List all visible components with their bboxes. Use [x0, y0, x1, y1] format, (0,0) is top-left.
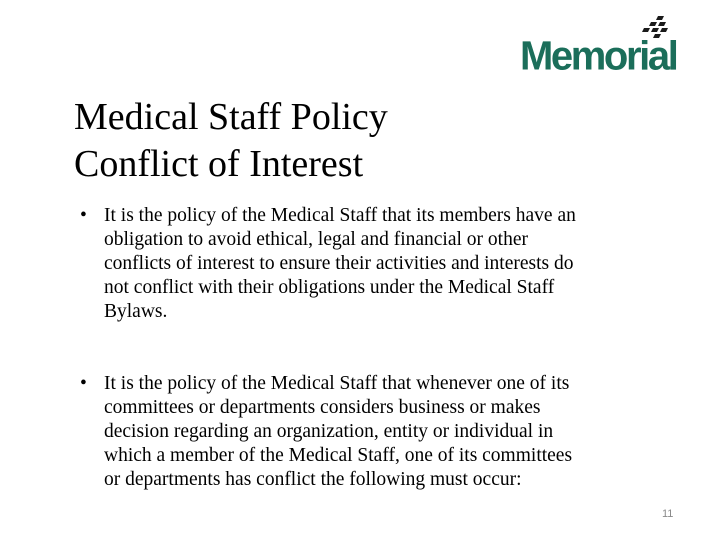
bullet-line: Bylaws. [104, 301, 168, 322]
bullet-line: It is the policy of the Medical Staff that whenever one of its [104, 373, 570, 394]
bullet-list [80, 204, 680, 492]
bullet-line: or departments has conflict the following must occur: [104, 469, 522, 490]
bullet-text [104, 372, 680, 492]
logo-wordmark: Memorial [520, 33, 677, 79]
title-line: Conflict of Interest [74, 143, 364, 185]
bullet-text [104, 204, 680, 324]
title-line: Medical Staff Policy [74, 96, 388, 138]
bullet-line: It is the policy of the Medical Staff that its members have an [104, 205, 576, 226]
bullet-line: decision regarding an organization, entity or individual in [104, 421, 554, 442]
slide-title [74, 94, 554, 188]
bullet-line: committees or departments considers business or makes [104, 397, 541, 418]
bullet-line: conflicts of interest to ensure their activities and interests do [104, 253, 574, 274]
bullet-line: not conflict with their obligations under the Medical Staff [104, 277, 555, 298]
page-number: 11 [662, 508, 674, 520]
bullet-marker: • [80, 205, 87, 226]
bullet-item [80, 204, 680, 324]
bullet-line: which a member of the Medical Staff, one of its committees [104, 445, 573, 466]
memorial-logo [520, 16, 692, 79]
bullet-marker: • [80, 373, 87, 394]
bullet-line: obligation to avoid ethical, legal and financial or other [104, 229, 528, 250]
bullet-item [80, 372, 680, 492]
